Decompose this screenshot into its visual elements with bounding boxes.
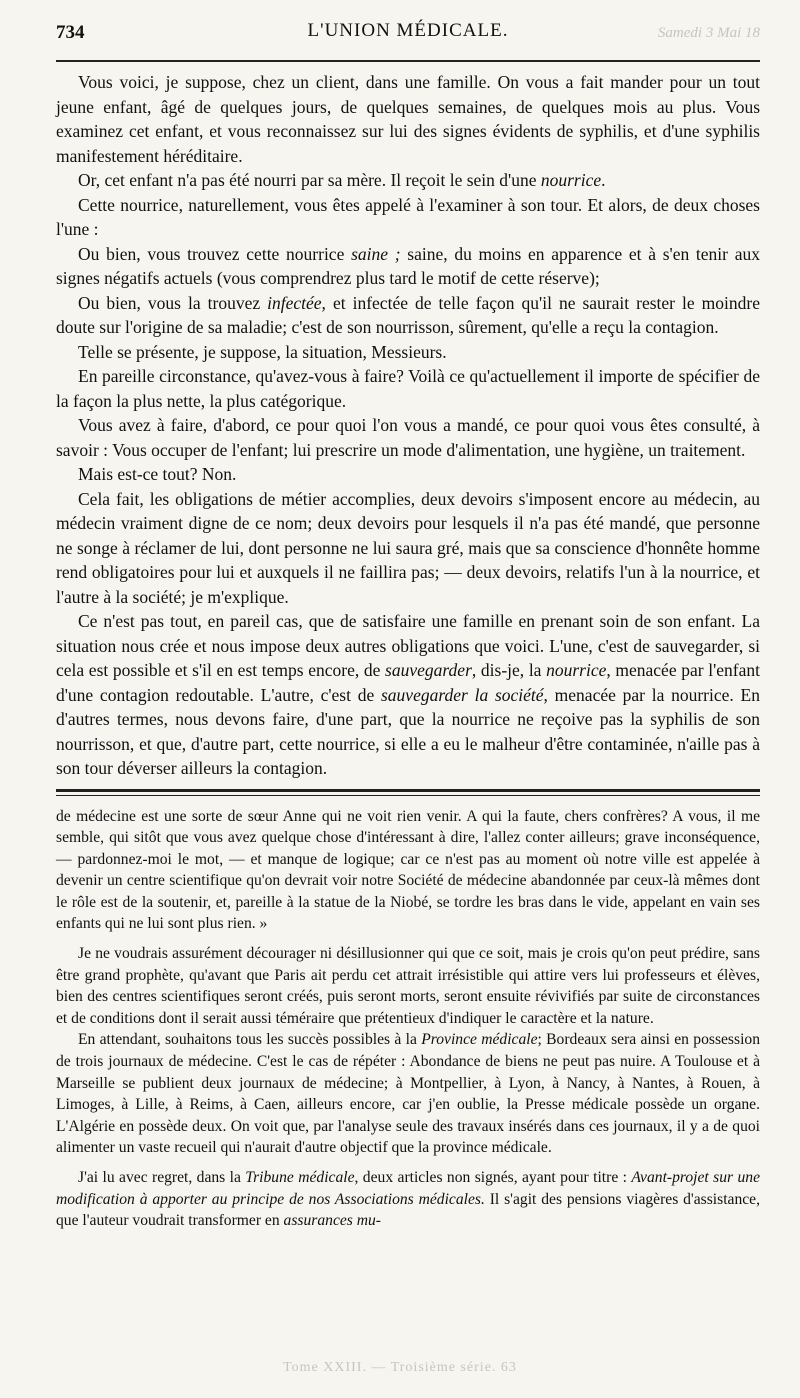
paragraph: Cette nourrice, naturellement, vous êtes appelé à l'examiner à son tour. Et alors, de deux choses l'une : — [56, 194, 760, 239]
lower-feuilleton — [56, 806, 760, 1232]
paragraph: Vous voici, je suppose, chez un client, dans une famille. On vous a fait mander pour un tout jeune enfant, âgé de quelques jours, de quelques semaines, de quelques mois au plus. Vous examinez cet enfant, et vous reconnaissez sur lui des signes évidents de syphilis, et d'une syphilis manifestement héréditaire. — [56, 72, 760, 166]
paragraph: Ce n'est pas tout, en pareil cas, que de satisfaire une famille en prenant soin de son enfant. La situation nous crée et nous impose deux autres obligations que voici. L'une, c'est de sauvegarder, si cela est possible et s'il en est temps encore, de sauvegarder, dis-je, la nourrice, menacée par l'enfant d'une contagion redoutable. L'autre, c'est de sauvegarder la société, menacée par la nourrice. En d'autres termes, nous devons faire, d'une part, que la nourrice ne reçoive pas la syphilis de son nourrisson, et que, d'autre part, cette nourrice, si elle a eu le malheur d'être contaminée, n'aille pas à son tour déverser ailleurs la contagion. — [56, 611, 760, 778]
section-divider — [56, 789, 760, 796]
bleed-through-footer: Tome XXIII. — Troisième série. 63 — [283, 1360, 517, 1375]
paragraph: Vous avez à faire, d'abord, ce pour quoi l'on vous a mandé, ce pour quoi vous êtes consulté, à savoir : Vous occuper de l'enfant; lui prescrire un mode d'alimentation, une hygiène, un traitement. — [56, 415, 760, 460]
paragraph: de médecine est une sorte de sœur Anne qui ne voit rien venir. A qui la faute, chers confrères? A vous, il me semble, qui sitôt que vous avez quelque chose d'intéressant à dire, l'allez conter ailleurs; grave inconséquence, — pardonnez-moi le mot, — et manque de logique; car ce n'est pas au moment où notre ville est appelée à devenir un centre scientifique qu'on devrait voir notre Société de médecine abandonnée par ceux-là mêmes dont le rôle est de la soutenir, et, pareille à la statue de la Niobé, se tordre les bras dans le vide, appelant en vain ses enfants qui ne lui sont plus rien. » — [56, 807, 760, 933]
paragraph: Ou bien, vous trouvez cette nourrice saine ; saine, du moins en apparence et à s'en tenir aux signes négatifs actuels (vous comprendrez plus tard le motif de cette réserve); — [56, 243, 760, 288]
bleed-through-text: Samedi 3 Mai 18 — [657, 24, 760, 41]
paragraph: Telle se présente, je suppose, la situation, Messieurs. — [78, 341, 447, 362]
paragraph: Mais est-ce tout? Non. — [78, 464, 237, 484]
paragraph: Ou bien, vous la trouvez infectée, et infectée de telle façon qu'il ne saurait rester le moindre doute sur l'origine de sa maladie; c'est de son nourrisson, sûrement, qu'elle a reçu la contagion. — [56, 292, 760, 337]
paragraph: Cela fait, les obligations de métier accomplies, deux devoirs s'imposent encore au médecin, au médecin vraiment digne de ce nom; deux devoirs pour lesquels il n'a pas été mandé, que personne ne songe à réclamer de lui, dont personne ne lui saura gré, mais que sa conscience d'honnête homme rend obligatoires pour lui et auxquels il ne faillira pas; — deux devoirs, relatifs l'un à la nourrice, et l'autre à la société; je m'explique. — [56, 488, 760, 607]
paragraph: J'ai lu avec regret, dans la Tribune médicale, deux articles non signés, ayant pour titre : Avant-projet sur une modification à apporter au principe de nos Associations médicales. Il s'agit des pensions viagères d'assistance, que l'auteur voudrait transformer en assurances mu- — [56, 1169, 761, 1230]
paragraph: Je ne voudrais assurément décourager ni désillusionner qui que ce soit, mais je crois qu'on peut prédire, sans être grand prophète, qu'avant que Paris ait perdu cet attrait irrésistible qui attire vers lui professeurs et élèves, bien des centres scientifiques seront créés, puis seront morts, seront ensuite révivifiés par suite de circonstances et de conditions dont il serait aussi téméraire que prétentieux d'indiquer le caractère et la nature. — [56, 945, 760, 1027]
page-number: 734 — [56, 22, 85, 43]
paragraph: En pareille circonstance, qu'avez-vous à faire? Voilà ce qu'actuellement il importe de spécifier de la façon la plus nette, la plus catégorique. — [56, 366, 760, 411]
header-rule — [56, 60, 760, 62]
upper-article — [56, 70, 760, 781]
running-title: L'UNION MÉDICALE. — [307, 20, 509, 41]
paragraph: En attendant, souhaitons tous les succès possibles à la Province médicale; Bordeaux sera ainsi en possession de trois journaux de médecine. C'est le cas de répéter : Abondance de biens ne peut pas nuire. A Toulouse et à Marseille se publient deux journaux de médecine; à Montpellier, à Lyon, à Nancy, à Nantes, à Rouen, à Limoges, à Lille, à Reims, à Caen, ailleurs encore, car j'en oublie, la Presse médicale possède un organe. L'Algérie en possède deux. On voit que, par l'analyse seule des travaux insérés dans ces journaux, il y a de quoi alimenter un vaste recueil qui n'aurait d'autre objectif que la province médicale. — [56, 1031, 760, 1157]
page-header — [56, 0, 760, 56]
paragraph: Or, cet enfant n'a pas été nourri par sa mère. Il reçoit le sein d'une nourrice. — [78, 170, 606, 190]
